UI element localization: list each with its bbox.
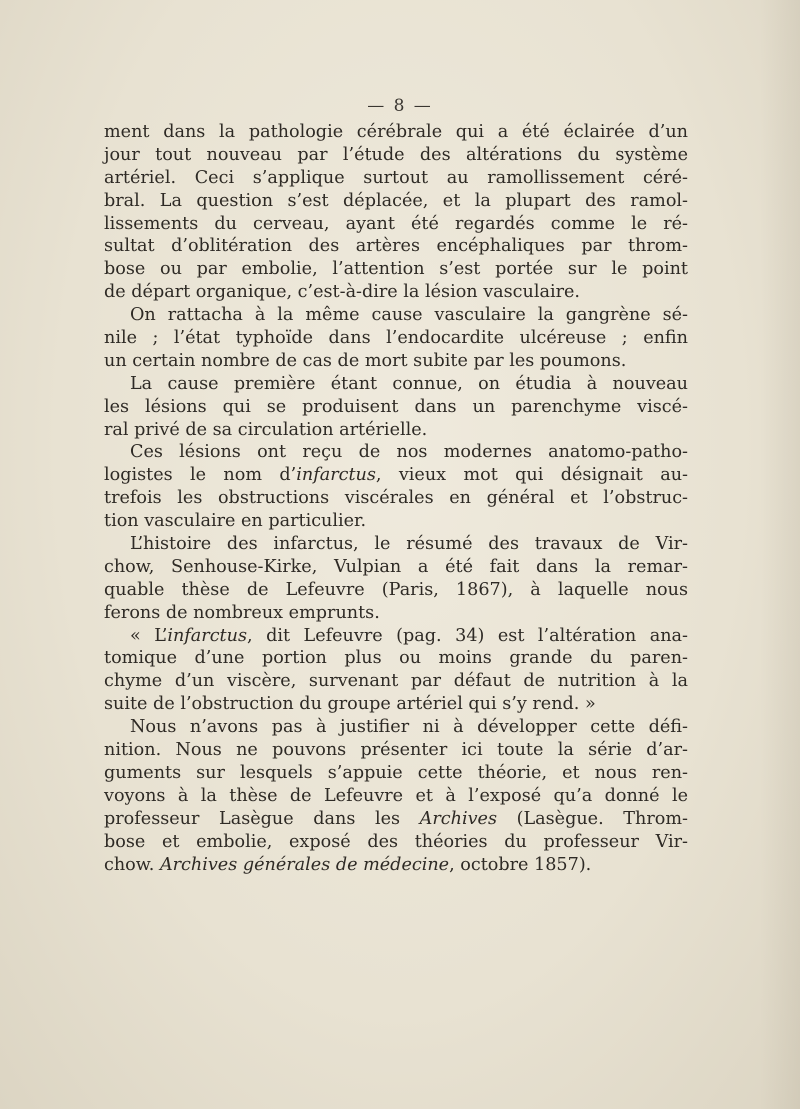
text-run: On rattacha à la même cause vasculaire la gangrène sé- xyxy=(130,305,688,326)
text-run: Nous n’avons pas à justifier ni à développer cette défi- xyxy=(130,717,688,738)
text-run: de départ organique, c’est-à-dire la lésion vasculaire. xyxy=(104,282,581,303)
text-run: chyme d’un viscère, survenant par défaut de nutrition à la xyxy=(104,671,688,692)
text-line xyxy=(104,167,688,190)
text-run: sultat d’oblitération des artères encéphaliques par throm- xyxy=(104,236,688,257)
text-line xyxy=(104,739,688,762)
text-run: suite de l’obstruction du groupe artériel qui s’y rend. » xyxy=(104,694,596,715)
text-line xyxy=(104,373,688,396)
text-run: L’histoire des infarctus, le résumé des travaux de Vir- xyxy=(130,534,688,555)
text-line xyxy=(104,419,688,442)
italic-text: Archives xyxy=(419,808,497,829)
text-line xyxy=(104,396,688,419)
text-line xyxy=(104,854,688,877)
text-run: tomique d’une portion plus ou moins grande du paren- xyxy=(104,648,688,669)
text-line xyxy=(104,464,688,487)
text-run: jour tout nouveau par l’étude des altérations du système xyxy=(104,144,688,165)
text-run: (Lasègue. Throm- xyxy=(496,808,688,829)
text-run: bral. La question s’est déplacée, et la plupart des ramol- xyxy=(104,190,688,211)
text-line xyxy=(104,647,688,670)
text-run: Ces lésions ont reçu de nos modernes anatomo-patho- xyxy=(130,442,688,463)
text-line xyxy=(104,602,688,625)
text-line xyxy=(104,716,688,739)
page-number: — 8 — xyxy=(367,96,433,116)
text-line xyxy=(104,327,688,350)
text-line xyxy=(104,281,688,304)
text-run: les lésions qui se produisent dans un parenchyme viscé- xyxy=(104,396,688,417)
text-line xyxy=(104,808,688,831)
text-run: nile ; l’état typhoïde dans l’endocardite ulcéreuse ; enfin xyxy=(104,328,688,349)
italic-text: infarctus xyxy=(167,625,247,646)
text-line xyxy=(104,190,688,213)
text-run: artériel. Ceci s’applique surtout au ramollissement céré- xyxy=(104,167,688,188)
text-run: trefois les obstructions viscérales en général et l’obstruc- xyxy=(104,488,688,509)
text-run: « L’ xyxy=(130,625,168,646)
text-run: professeur Lasègue dans les xyxy=(104,808,420,829)
text-run: ferons de nombreux emprunts. xyxy=(104,602,380,623)
text-line xyxy=(104,785,688,808)
text-run: bose et embolie, exposé des théories du professeur Vir- xyxy=(104,831,688,852)
text-run: guments sur lesquels s’appuie cette théorie, et nous ren- xyxy=(104,762,688,783)
text-run: nition. Nous ne pouvons présenter ici toute la série d’ar- xyxy=(104,740,688,761)
text-run: chow, Senhouse-Kirke, Vulpian a été fait dans la remar- xyxy=(104,556,688,577)
text-line xyxy=(104,235,688,258)
text-line xyxy=(104,625,688,648)
text-line xyxy=(104,487,688,510)
text-run: tion vasculaire en particulier. xyxy=(104,511,367,532)
text-run: quable thèse de Lefeuvre (Paris, 1867), à laquelle nous xyxy=(104,579,688,600)
text-run: La cause première étant connue, on étudia à nouveau xyxy=(130,373,688,394)
text-line xyxy=(104,350,688,373)
text-run: lissements du cerveau, ayant été regardés comme le ré- xyxy=(104,213,688,234)
text-line xyxy=(104,258,688,281)
text-line xyxy=(104,533,688,556)
text-line xyxy=(104,121,688,144)
text-line xyxy=(104,762,688,785)
text-line xyxy=(104,693,688,716)
text-line xyxy=(104,670,688,693)
text-run: ment dans la pathologie cérébrale qui a été éclairée d’un xyxy=(104,122,688,142)
text-run: chow. xyxy=(104,854,160,875)
italic-text: infarctus xyxy=(296,465,376,486)
text-line xyxy=(104,556,688,579)
text-run: logistes le nom d’ xyxy=(104,465,297,486)
italic-text: Archives générales de médecine xyxy=(159,854,450,875)
text-line xyxy=(104,213,688,236)
text-run: voyons à la thèse de Lefeuvre et à l’exposé qu’a donné le xyxy=(104,785,688,806)
page-edge-shadow xyxy=(760,0,800,1109)
text-run: bose ou par embolie, l’attention s’est portée sur le point xyxy=(104,259,688,280)
text-line xyxy=(104,441,688,464)
text-line xyxy=(104,510,688,533)
text-run: un certain nombre de cas de mort subite par les poumons. xyxy=(104,350,627,371)
text-line xyxy=(104,144,688,167)
text-line xyxy=(104,304,688,327)
text-line xyxy=(104,579,688,602)
text-run: , octobre 1857). xyxy=(449,854,592,875)
text-run: ral privé de sa circulation artérielle. xyxy=(104,419,428,440)
body-text xyxy=(104,121,688,876)
text-run: , dit Lefeuvre (pag. 34) est l’altération ana- xyxy=(246,625,688,646)
text-line xyxy=(104,831,688,854)
text-run: , vieux mot qui désignait au- xyxy=(375,465,688,486)
